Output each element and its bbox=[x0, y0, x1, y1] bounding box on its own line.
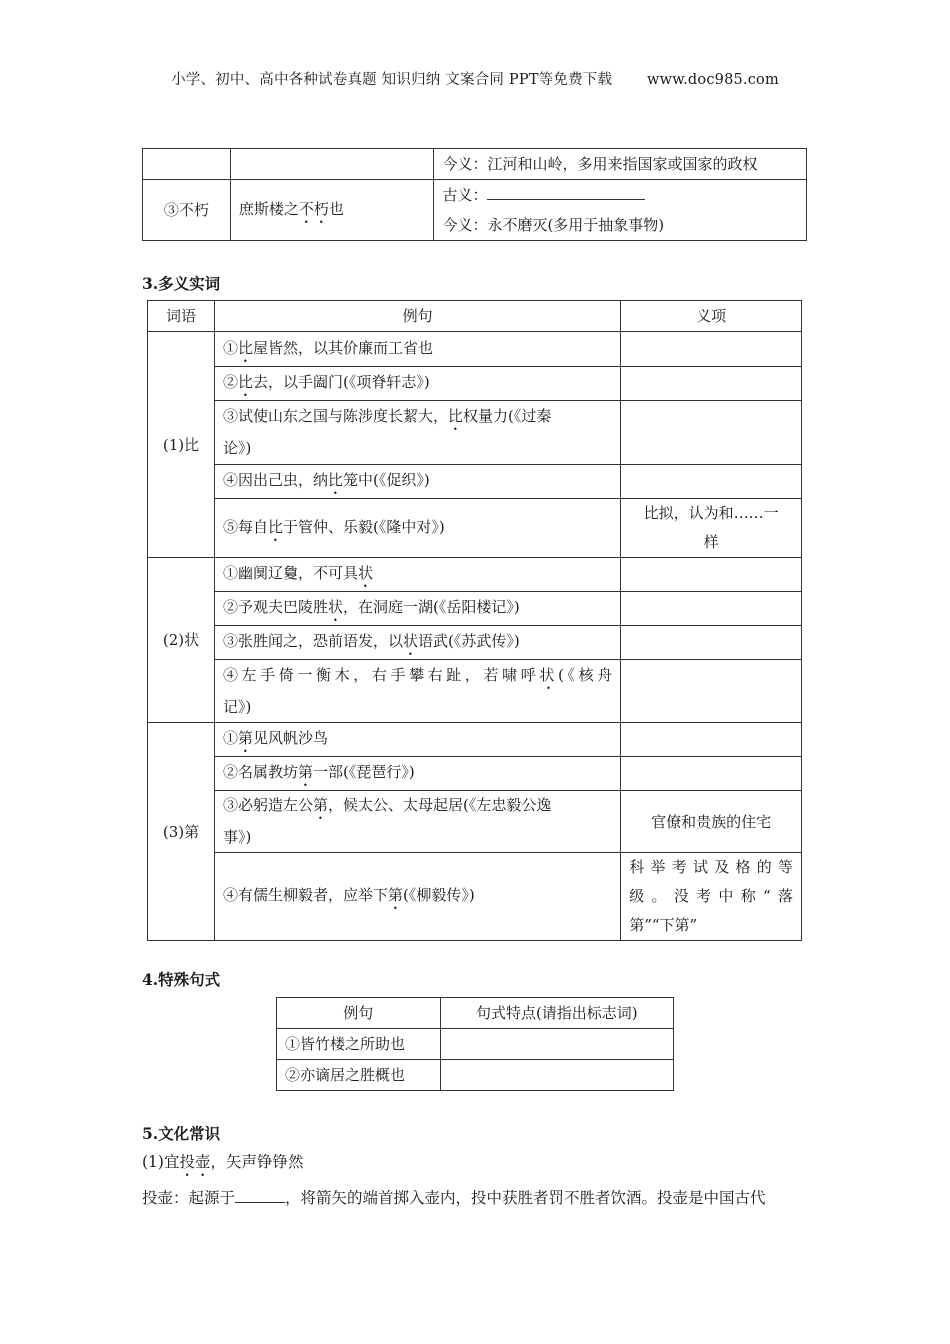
meaning-cell: 官僚和贵族的住宅 bbox=[621, 791, 802, 853]
emphasized-word: 第 bbox=[237, 729, 253, 747]
emphasized-word: 第 bbox=[297, 763, 313, 781]
meaning-answer-cell[interactable] bbox=[621, 660, 802, 723]
example-row: ②比去，以手阖门(《项脊轩志》) bbox=[214, 367, 620, 401]
example-row: ①比屋皆然，以其价廉而工省也 bbox=[214, 332, 620, 367]
header-text: 小学、初中、高中各种试卷真题 知识归纳 文案合同 PPT等免费下载 bbox=[171, 72, 613, 88]
meaning-answer-cell[interactable] bbox=[621, 626, 802, 660]
answer-blank[interactable] bbox=[487, 183, 645, 200]
emphasized-word: 不朽 bbox=[298, 199, 329, 218]
header-meaning: 义项 bbox=[621, 301, 802, 332]
example-row: ④因出己虫，纳比笼中(《促织》) bbox=[214, 465, 620, 499]
answer-blank[interactable] bbox=[235, 1186, 285, 1203]
word-cell-zhuang: (2)状 bbox=[148, 558, 215, 723]
example-row: ⑤每自比于管仲、乐毅(《隆中对》) bbox=[214, 499, 620, 558]
polysemy-table bbox=[147, 300, 802, 941]
example-row: ①第见风帆沙鸟 bbox=[214, 723, 620, 757]
example-row: ④左手倚一衡木，右手攀右趾，若啸呼状(《核舟 记》) bbox=[214, 660, 620, 723]
sentence-example: ①皆竹楼之所助也 bbox=[277, 1029, 441, 1060]
section-5-title: 5.文化常识 bbox=[142, 1124, 221, 1143]
ancient-meaning-label: 古义： bbox=[442, 186, 488, 204]
example-row: ①幽阒辽敻，不可具状 bbox=[214, 558, 620, 592]
header-feature: 句式特点(请指出标志词) bbox=[440, 998, 673, 1029]
meaning-answer-cell[interactable] bbox=[621, 723, 802, 757]
example-row: ④有儒生柳毅者，应举下第(《柳毅传》) bbox=[214, 853, 620, 941]
meaning-answer-cell[interactable] bbox=[621, 465, 802, 499]
feature-answer-cell[interactable] bbox=[440, 1060, 673, 1091]
culture-item-1: (1)宜投壶，矢声铮铮然 bbox=[142, 1153, 304, 1171]
feature-answer-cell[interactable] bbox=[440, 1029, 673, 1060]
cell-empty bbox=[230, 149, 434, 180]
header-example: 例句 bbox=[277, 998, 441, 1029]
section-3-title: 3.多义实词 bbox=[142, 274, 221, 293]
vocab-table-continued bbox=[142, 148, 807, 241]
modern-meaning-cell: 今义：江河和山岭，多用来指国家或国家的政权 bbox=[434, 149, 807, 180]
meaning-answer-cell[interactable] bbox=[621, 367, 802, 401]
emphasized-word: 投壶 bbox=[179, 1153, 211, 1171]
example-row: ②名属教坊第一部(《琵琶行》) bbox=[214, 757, 620, 791]
meaning-cell bbox=[434, 180, 807, 241]
culture-description: 投壶：起源于 ，将箭矢的端首掷入壶内，投中获胜者罚不胜者饮酒。投壶是中国古代 bbox=[142, 1186, 812, 1208]
example-text: 庶斯楼之 bbox=[238, 199, 299, 218]
word-cell-bi: (1)比 bbox=[148, 332, 215, 558]
meaning-cell: 科举考试及格的等 级。没考中称“落 第”“下第” bbox=[621, 853, 802, 941]
emphasized-word: 比 bbox=[237, 373, 253, 391]
emphasized-word: 状 bbox=[402, 632, 418, 650]
section-4-title: 4.特殊句式 bbox=[142, 970, 221, 989]
meaning-cell: 比拟，认为和……一 样 bbox=[621, 499, 802, 558]
emphasized-word: 比 bbox=[447, 407, 463, 425]
example-row: ②予观夫巴陵胜状，在洞庭一湖(《岳阳楼记》) bbox=[214, 592, 620, 626]
meaning-answer-cell[interactable] bbox=[621, 592, 802, 626]
cell-empty bbox=[143, 149, 231, 180]
meaning-answer-cell[interactable] bbox=[621, 332, 802, 367]
sentence-pattern-table bbox=[276, 997, 674, 1091]
word-cell: ③不朽 bbox=[143, 180, 231, 241]
emphasized-word: 第 bbox=[312, 796, 328, 814]
example-text: 也 bbox=[328, 199, 344, 218]
header-example: 例句 bbox=[214, 301, 620, 332]
meaning-answer-cell[interactable] bbox=[621, 401, 802, 465]
emphasized-word: 比 bbox=[237, 338, 253, 357]
emphasized-word: 第 bbox=[387, 886, 403, 904]
example-row: ③张胜闻之，恐前语发，以状语武(《苏武传》) bbox=[214, 626, 620, 660]
example-row: ③必躬造左公第，候太公、太母起居(《左忠毅公逸 事》) bbox=[214, 791, 620, 853]
emphasized-word: 状 bbox=[539, 665, 558, 684]
emphasized-word: 比 bbox=[267, 517, 283, 536]
page-header bbox=[0, 68, 950, 89]
emphasized-word: 状 bbox=[357, 564, 373, 582]
header-word: 词语 bbox=[148, 301, 215, 332]
meaning-answer-cell[interactable] bbox=[621, 558, 802, 592]
example-cell bbox=[230, 180, 434, 241]
word-cell-di: (3)第 bbox=[148, 723, 215, 941]
header-url: www.doc985.com bbox=[646, 72, 779, 88]
meaning-answer-cell[interactable] bbox=[621, 757, 802, 791]
emphasized-word: 比 bbox=[327, 471, 343, 489]
example-row: ③试使山东之国与陈涉度长絜大，比权量力(《过秦 论》) bbox=[214, 401, 620, 465]
sentence-example: ②亦谪居之胜概也 bbox=[277, 1060, 441, 1091]
modern-meaning: 今义：永不磨灭(多用于抽象事物) bbox=[442, 216, 665, 234]
emphasized-word: 状 bbox=[327, 598, 343, 616]
